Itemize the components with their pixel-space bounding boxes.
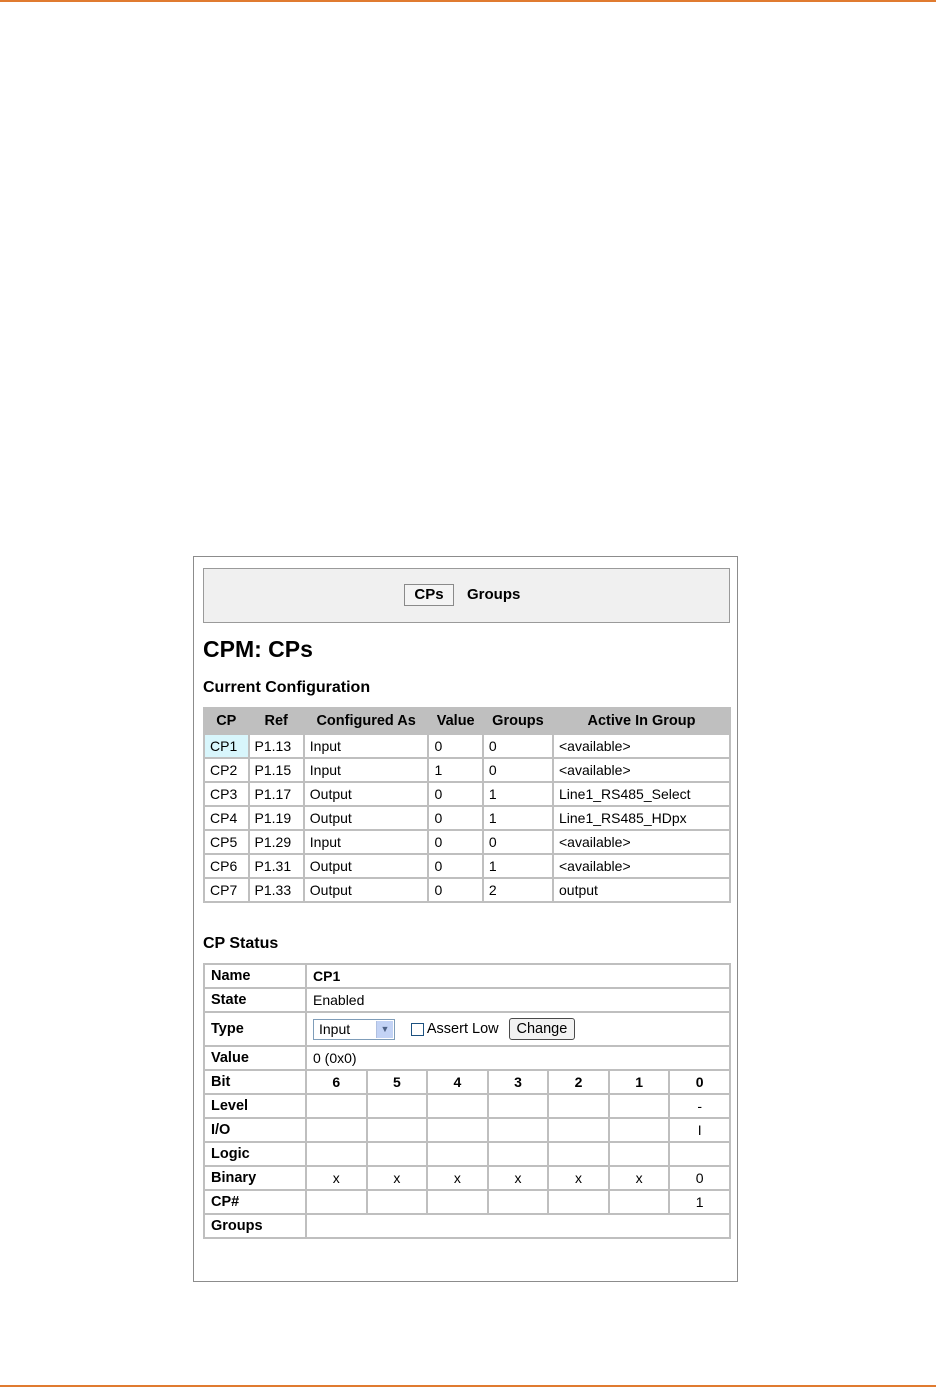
active-in-group-cell: <available> (554, 855, 729, 877)
col-header-cp: CP (205, 709, 248, 733)
status-row-bit (205, 1071, 729, 1093)
active-in-group-cell: <available> (554, 831, 729, 853)
level-cell (368, 1095, 427, 1117)
value-cell: 0 (429, 783, 481, 805)
active-in-group-cell: output (554, 879, 729, 901)
groups-label: Groups (205, 1215, 305, 1237)
value-label: Value (205, 1047, 305, 1069)
logic-cell (610, 1143, 669, 1165)
cpnum-label: CP# (205, 1191, 305, 1213)
cp-status-title: CP Status (203, 935, 279, 952)
configured-as-cell: Input (305, 735, 428, 757)
cpnum-cell: 1 (670, 1191, 729, 1213)
active-in-group-cell: <available> (554, 735, 729, 757)
bit-header: 3 (489, 1071, 548, 1093)
cps-tab-button[interactable]: CPs (404, 584, 454, 606)
cp-link[interactable]: CP1 (205, 735, 248, 757)
type-select[interactable] (313, 1019, 395, 1040)
io-cell: I (670, 1119, 729, 1141)
ref-cell: P1.17 (250, 783, 303, 805)
bit-label: Bit (205, 1071, 305, 1093)
change-button[interactable]: Change (509, 1018, 576, 1040)
status-row-type (205, 1013, 729, 1045)
page-title: CPM: CPs (203, 636, 313, 662)
binary-cell: x (368, 1167, 427, 1189)
value-cell: 0 (429, 831, 481, 853)
binary-cell: 0 (670, 1167, 729, 1189)
groups-cell: 1 (484, 855, 552, 877)
ref-cell: P1.31 (250, 855, 303, 877)
bit-header: 0 (670, 1071, 729, 1093)
status-row-level (205, 1095, 729, 1117)
assert-low-checkbox[interactable] (411, 1023, 424, 1036)
col-header-active-in-group: Active In Group (554, 709, 729, 733)
active-in-group-cell: <available> (554, 759, 729, 781)
groups-cell: 0 (484, 831, 552, 853)
groups-value (307, 1215, 729, 1237)
status-row-state (205, 989, 729, 1011)
logic-label: Logic (205, 1143, 305, 1165)
value-cell: 0 (429, 879, 481, 901)
state-value: Enabled (307, 989, 729, 1011)
logic-cell (428, 1143, 487, 1165)
io-cell (549, 1119, 608, 1141)
type-controls (307, 1013, 729, 1045)
logic-cell (670, 1143, 729, 1165)
io-cell (610, 1119, 669, 1141)
level-label: Level (205, 1095, 305, 1117)
io-cell (368, 1119, 427, 1141)
table-row (205, 879, 729, 901)
status-row-cpnum (205, 1191, 729, 1213)
binary-cell: x (549, 1167, 608, 1189)
bit-header: 1 (610, 1071, 669, 1093)
groups-cell: 1 (484, 807, 552, 829)
table-row (205, 759, 729, 781)
col-header-configured-as: Configured As (305, 709, 428, 733)
binary-cell: x (489, 1167, 548, 1189)
ref-cell: P1.13 (250, 735, 303, 757)
col-header-value: Value (429, 709, 481, 733)
cp-link[interactable]: CP2 (205, 759, 248, 781)
active-in-group-cell: Line1_RS485_HDpx (554, 807, 729, 829)
status-row-io (205, 1119, 729, 1141)
bit-header: 5 (368, 1071, 427, 1093)
header-rule (0, 0, 936, 2)
value-value: 0 (0x0) (307, 1047, 729, 1069)
configured-as-cell: Output (305, 807, 428, 829)
cp-link[interactable]: CP3 (205, 783, 248, 805)
level-cell: - (670, 1095, 729, 1117)
value-cell: 0 (429, 735, 481, 757)
assert-low-label: Assert Low (426, 1021, 499, 1037)
groups-cell: 1 (484, 783, 552, 805)
config-header-row (205, 709, 729, 733)
bit-header: 2 (549, 1071, 608, 1093)
type-select-value: Input (319, 1020, 351, 1037)
io-label: I/O (205, 1119, 305, 1141)
status-row-value (205, 1047, 729, 1069)
bit-header: 6 (307, 1071, 366, 1093)
navbar (203, 568, 730, 623)
binary-label: Binary (205, 1167, 305, 1189)
level-cell (489, 1095, 548, 1117)
table-row (205, 855, 729, 877)
configured-as-cell: Input (305, 759, 428, 781)
cp-link[interactable]: CP5 (205, 831, 248, 853)
logic-cell (307, 1143, 366, 1165)
configured-as-cell: Output (305, 879, 428, 901)
io-cell (428, 1119, 487, 1141)
groups-tab-link[interactable]: Groups (467, 586, 521, 603)
col-header-groups: Groups (484, 709, 552, 733)
table-row (205, 807, 729, 829)
status-row-name (205, 965, 729, 987)
cpnum-cell (610, 1191, 669, 1213)
cpnum-cell (489, 1191, 548, 1213)
value-cell: 0 (429, 807, 481, 829)
level-cell (610, 1095, 669, 1117)
screenshot-frame (193, 556, 738, 1282)
col-header-ref: Ref (250, 709, 303, 733)
cp-link[interactable]: CP6 (205, 855, 248, 877)
cpnum-cell (307, 1191, 366, 1213)
level-cell (428, 1095, 487, 1117)
io-cell (307, 1119, 366, 1141)
logic-cell (549, 1143, 608, 1165)
logic-cell (489, 1143, 548, 1165)
status-row-binary (205, 1167, 729, 1189)
configured-as-cell: Input (305, 831, 428, 853)
chevron-down-icon[interactable]: ▼ (376, 1021, 393, 1038)
value-cell: 0 (429, 855, 481, 877)
level-cell (307, 1095, 366, 1117)
status-row-logic (205, 1143, 729, 1165)
cp-link[interactable]: CP7 (205, 879, 248, 901)
configured-as-cell: Output (305, 783, 428, 805)
table-row (205, 735, 729, 757)
cpnum-cell (368, 1191, 427, 1213)
active-in-group-cell: Line1_RS485_Select (554, 783, 729, 805)
footer-rule (0, 1385, 936, 1387)
bit-header: 4 (428, 1071, 487, 1093)
io-cell (489, 1119, 548, 1141)
current-configuration-table (203, 707, 731, 903)
name-value: CP1 (307, 965, 729, 987)
ref-cell: P1.33 (250, 879, 303, 901)
cpnum-cell (549, 1191, 608, 1213)
table-row (205, 831, 729, 853)
state-label: State (205, 989, 305, 1011)
cp-link[interactable]: CP4 (205, 807, 248, 829)
current-configuration-title: Current Configuration (203, 679, 371, 696)
ref-cell: P1.15 (250, 759, 303, 781)
table-row (205, 783, 729, 805)
ref-cell: P1.29 (250, 831, 303, 853)
name-label: Name (205, 965, 305, 987)
binary-cell: x (610, 1167, 669, 1189)
logic-cell (368, 1143, 427, 1165)
value-cell: 1 (429, 759, 481, 781)
configured-as-cell: Output (305, 855, 428, 877)
type-label: Type (205, 1013, 305, 1045)
groups-cell: 2 (484, 879, 552, 901)
level-cell (549, 1095, 608, 1117)
status-row-groups (205, 1215, 729, 1237)
ref-cell: P1.19 (250, 807, 303, 829)
groups-cell: 0 (484, 735, 552, 757)
cpnum-cell (428, 1191, 487, 1213)
binary-cell: x (307, 1167, 366, 1189)
binary-cell: x (428, 1167, 487, 1189)
groups-cell: 0 (484, 759, 552, 781)
cp-status-table (203, 963, 731, 1239)
